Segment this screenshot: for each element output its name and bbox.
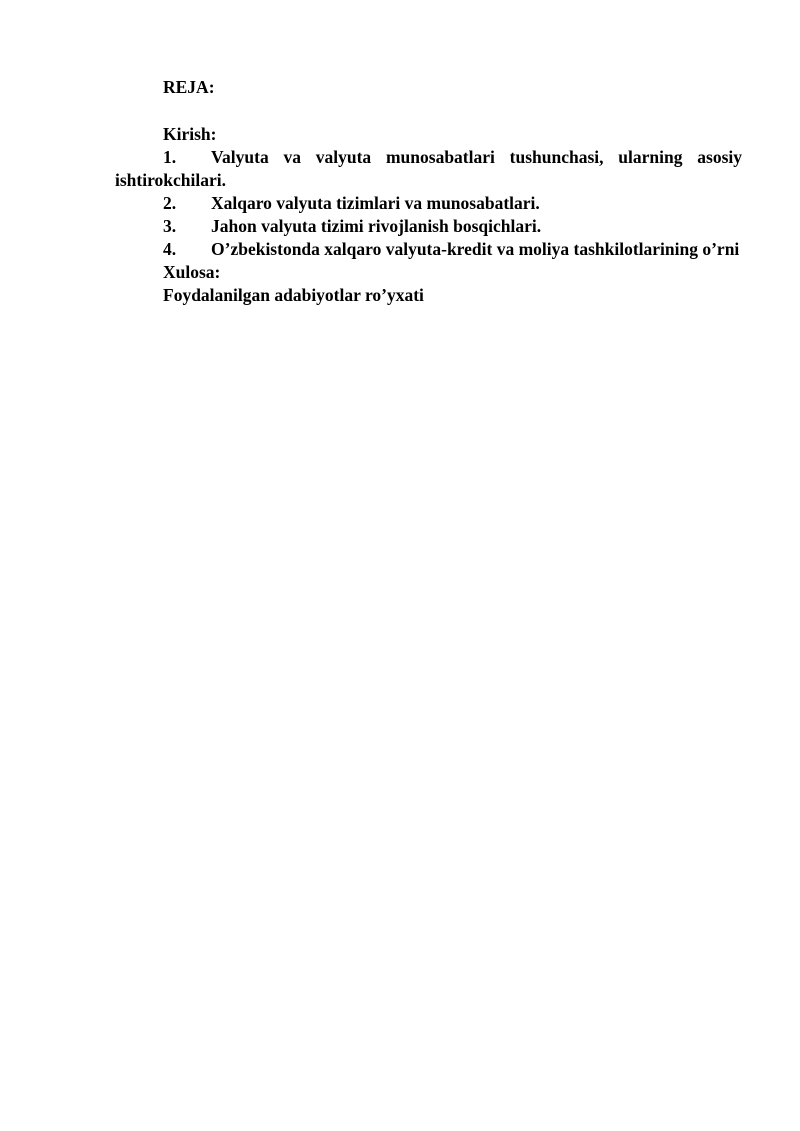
- plan-item: [115, 215, 742, 238]
- plan-item-text: Xalqaro valyuta tizimlari va munosabatlari.: [211, 193, 540, 213]
- plan-item-text: Jahon valyuta tizimi rivojlanish bosqichlari.: [211, 216, 542, 236]
- references-line: Foydalanilgan adabiyotlar ro’yxati: [163, 285, 424, 305]
- plan-item: [115, 192, 742, 215]
- conclusion-line: Xulosa:: [163, 262, 221, 282]
- plan-item-number: 1.: [163, 147, 177, 167]
- plan-item-text: O’zbekistonda xalqaro valyuta-kredit va moliya tashkilotlarining o’rni: [211, 239, 740, 259]
- intro-line: Kirish:: [163, 124, 217, 144]
- plan-item-number: 3.: [163, 216, 177, 236]
- plan-item-number: 2.: [163, 193, 177, 213]
- plan-item: [115, 146, 742, 192]
- document-body: [115, 76, 742, 307]
- plan-item: [115, 238, 742, 261]
- plan-item-number: 4.: [163, 239, 177, 259]
- plan-item-text: Valyuta va valyuta munosabatlari tushunchasi, ularning asosiy ishtirokchilari.: [115, 147, 742, 190]
- plan-heading: REJA:: [163, 77, 215, 97]
